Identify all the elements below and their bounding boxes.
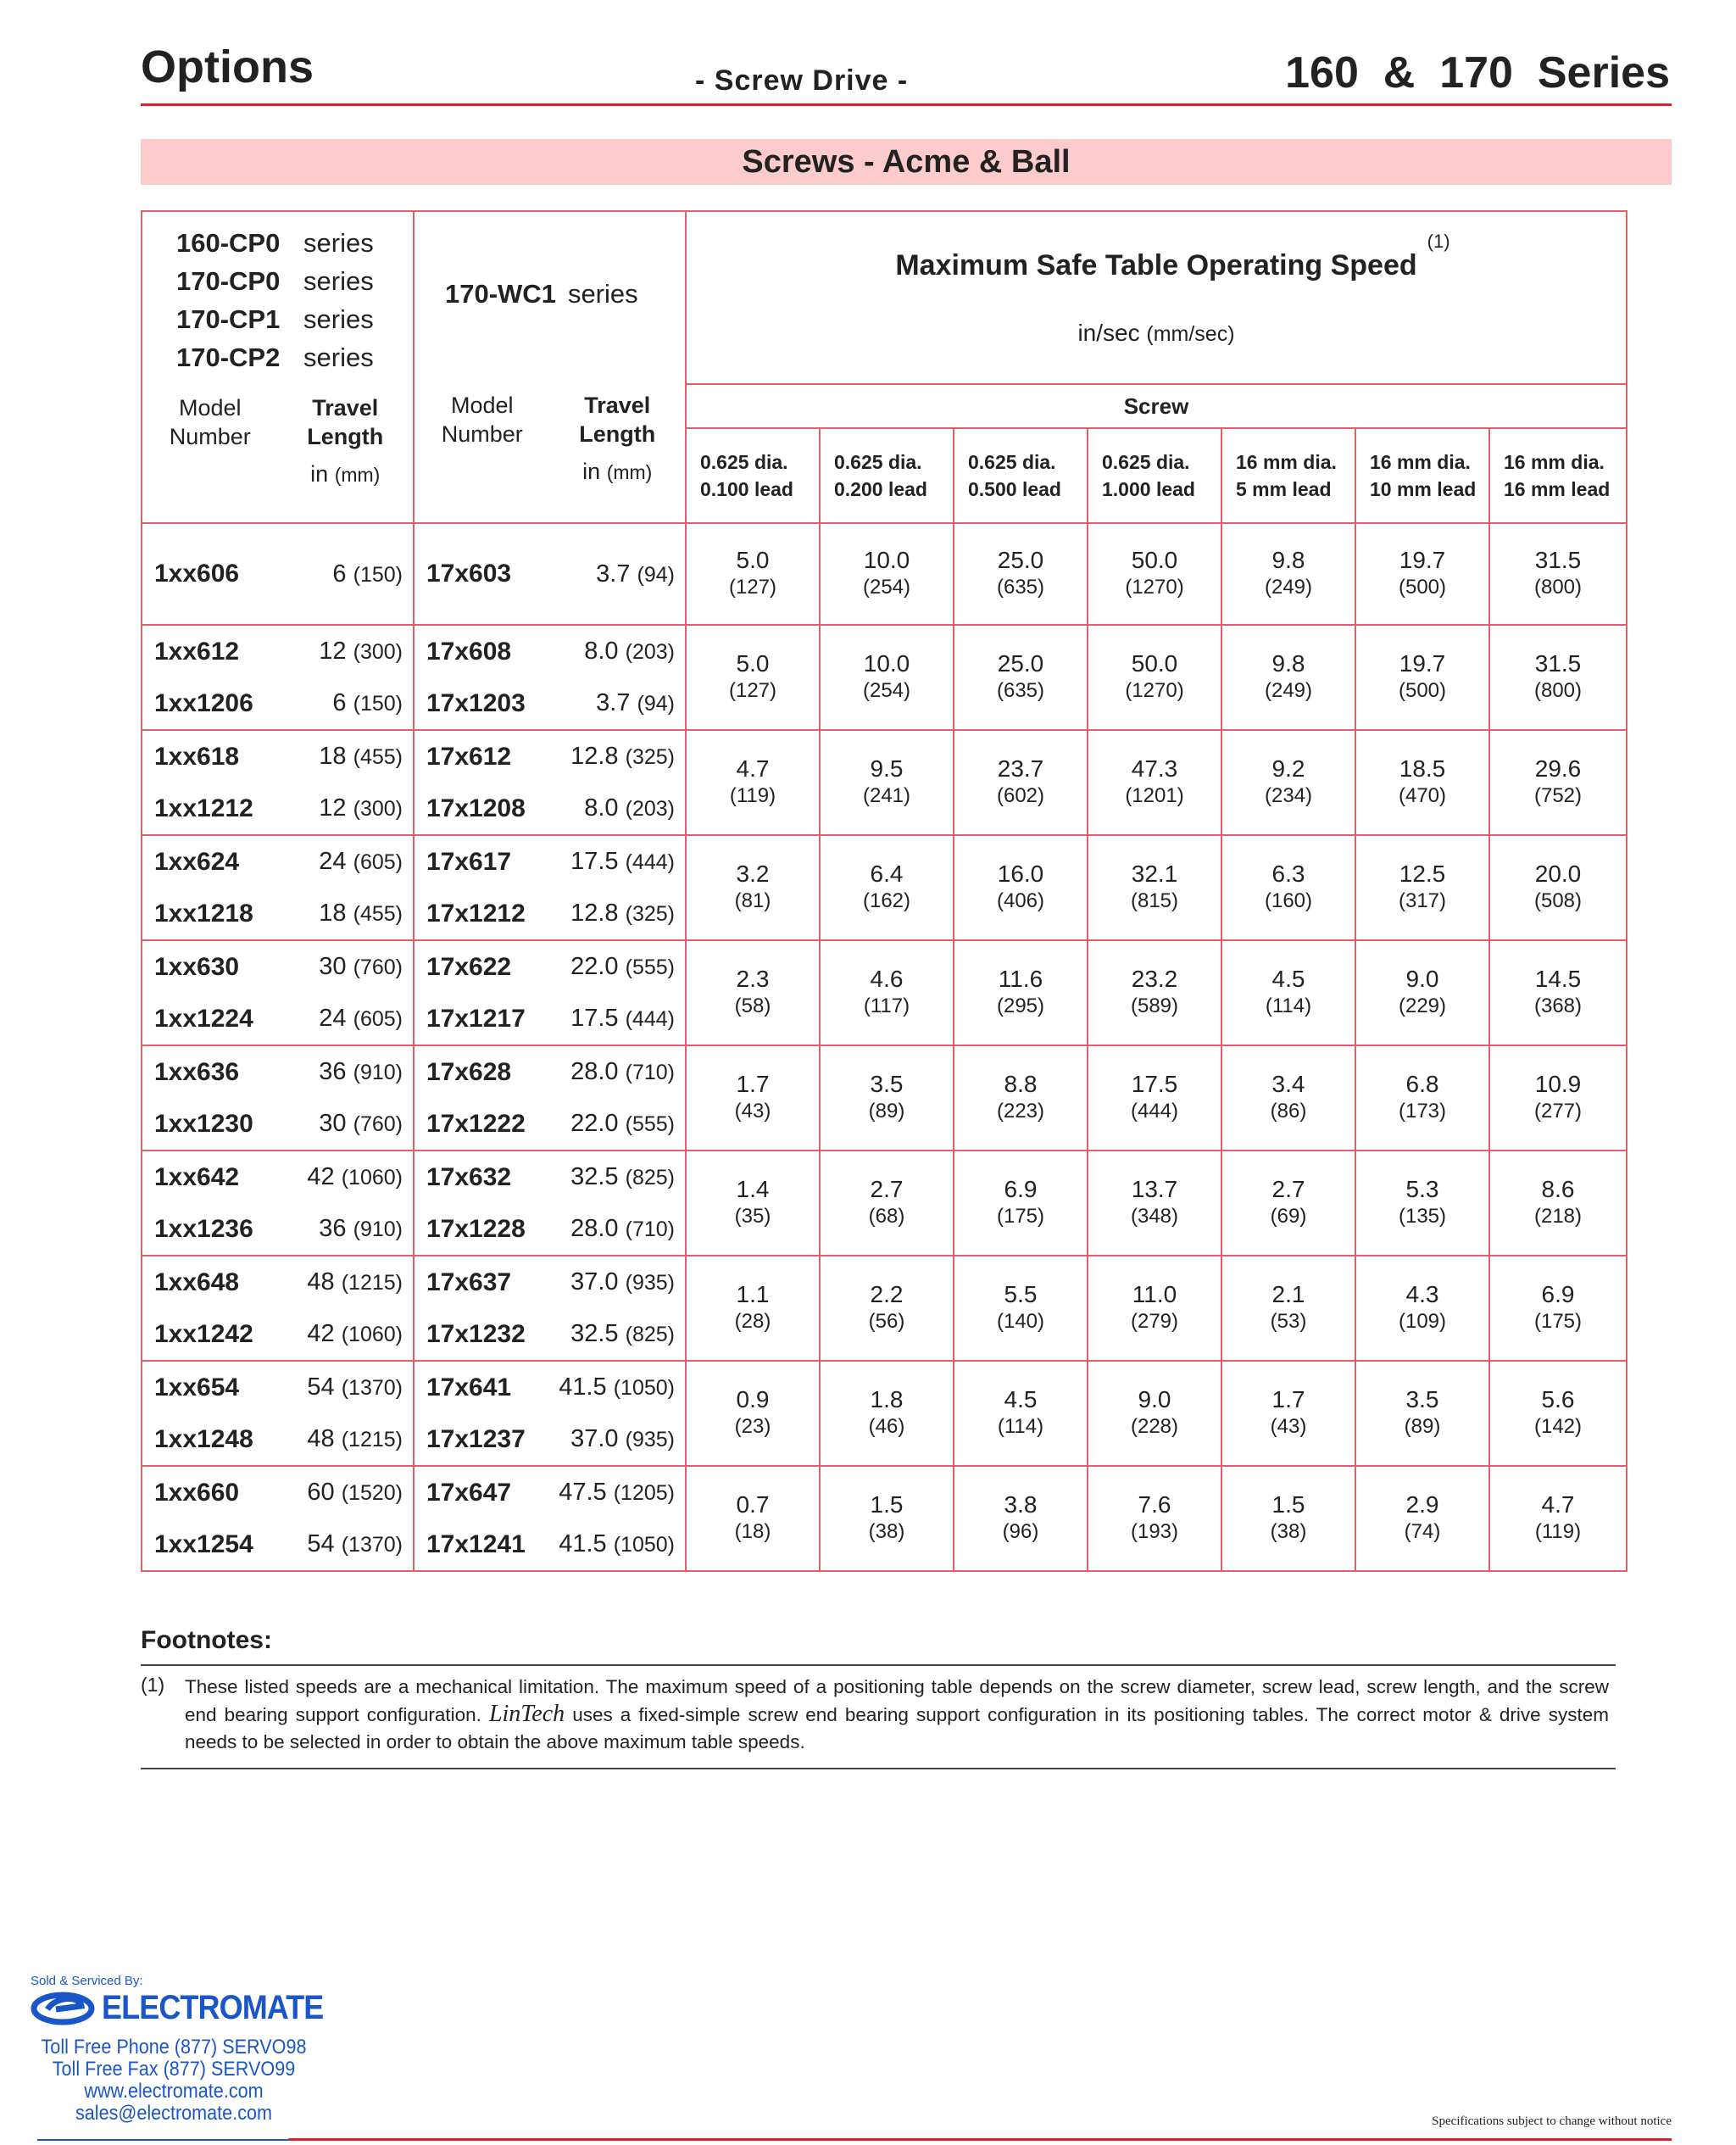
speed-value: 16.0 (406)	[954, 835, 1088, 940]
speed-value: 25.0 (635)	[954, 523, 1088, 625]
left-model-cell	[142, 1045, 414, 1150]
screw-column-header: 16 mm dia. 5 mm lead	[1221, 428, 1355, 523]
speed-value: 9.5 (241)	[820, 730, 954, 835]
speed-value: 5.0 (127)	[686, 523, 820, 625]
footnotes-title: Footnotes:	[141, 1626, 272, 1654]
table-row	[142, 940, 1627, 1045]
travel-length: 6 (150)	[332, 689, 403, 716]
series-line: 170-CP1 series	[176, 304, 374, 334]
model-number: 1xx642	[154, 1162, 240, 1191]
spec-notice: Specifications subject to change without notice	[1432, 2114, 1672, 2128]
speed-value: 1.5 (38)	[1221, 1466, 1355, 1571]
speed-value: 8.6 (218)	[1489, 1150, 1627, 1256]
electromate-logo-icon	[31, 1989, 98, 2028]
right-model-cell	[414, 1466, 686, 1571]
model-number: 17x628	[426, 1057, 512, 1086]
speed-value: 3.2 (81)	[686, 835, 820, 940]
model-number: 17x622	[426, 952, 512, 981]
screw-column-header: 16 mm dia. 16 mm lead	[1489, 428, 1627, 523]
model-number: 17x1241	[426, 1529, 526, 1558]
model-number: 17x1228	[426, 1214, 526, 1243]
company-name: ELECTROMATE	[102, 1989, 324, 2026]
model-number: 1xx606	[154, 560, 240, 588]
travel-length: 41.5 (1050)	[559, 1530, 675, 1557]
travel-length: 8.0 (203)	[584, 794, 675, 822]
travel-length: 18 (455)	[319, 900, 403, 927]
travel-length: 18 (455)	[319, 743, 403, 770]
speed-value: 0.7 (18)	[686, 1466, 820, 1571]
travel-length: 48 (1215)	[307, 1268, 403, 1295]
speed-value: 0.9 (23)	[686, 1361, 820, 1466]
screw-column-header: 0.625 dia. 0.500 lead	[954, 428, 1088, 523]
speed-value: 20.0 (508)	[1489, 835, 1627, 940]
table-row	[142, 523, 1627, 625]
model-number: 17x617	[426, 847, 512, 876]
speed-value: 11.6 (295)	[954, 940, 1088, 1045]
screw-column-header: 16 mm dia. 10 mm lead	[1355, 428, 1489, 523]
model-number: 17x612	[426, 742, 512, 771]
speed-value: 3.8 (96)	[954, 1466, 1088, 1571]
travel-length: 32.5 (825)	[570, 1163, 675, 1190]
speed-value: 2.7 (68)	[820, 1150, 954, 1256]
model-number: 1xx1248	[154, 1424, 253, 1453]
right-model-cell	[414, 1256, 686, 1361]
model-number: 17x632	[426, 1162, 512, 1191]
model-number: 17x637	[426, 1268, 512, 1296]
screw-column-header: 0.625 dia. 0.100 lead	[686, 428, 820, 523]
table-row	[142, 1361, 1627, 1466]
lintech-brand: LinTech	[488, 1701, 565, 1727]
speed-value: 31.5 (800)	[1489, 523, 1627, 625]
model-number: 1xx618	[154, 742, 240, 771]
website-link[interactable]: www.electromate.com	[84, 2080, 264, 2103]
left-model-cell	[142, 730, 414, 835]
speed-value: 6.9 (175)	[954, 1150, 1088, 1256]
table-row	[142, 1150, 1627, 1256]
model-number: 1xx648	[154, 1268, 240, 1296]
right-model-col-header: Model Number	[441, 393, 523, 447]
speed-value: 23.7 (602)	[954, 730, 1088, 835]
speed-value: 5.3 (135)	[1355, 1150, 1489, 1256]
travel-length: 42 (1060)	[307, 1163, 403, 1190]
screw-header: Screw	[686, 384, 1627, 428]
table-row	[142, 1466, 1627, 1571]
speed-value: 4.7 (119)	[686, 730, 820, 835]
speed-value: 6.8 (173)	[1355, 1045, 1489, 1150]
speed-value: 6.9 (175)	[1489, 1256, 1627, 1361]
model-number: 1xx1212	[154, 794, 253, 822]
speed-value: 4.5 (114)	[954, 1361, 1088, 1466]
footnote-ref: (1)	[1427, 230, 1450, 252]
speed-value: 18.5 (470)	[1355, 730, 1489, 835]
travel-length: 12.8 (325)	[570, 900, 675, 927]
left-model-cell	[142, 625, 414, 730]
speed-value: 1.5 (38)	[820, 1466, 954, 1571]
travel-length: 60 (1520)	[307, 1479, 403, 1506]
travel-length: 24 (605)	[319, 848, 403, 875]
right-travel-col-header: Travel Length in (mm)	[579, 393, 656, 484]
model-number: 17x1203	[426, 688, 526, 717]
travel-length: 3.7 (94)	[596, 560, 675, 588]
right-model-cell	[414, 730, 686, 835]
speed-value: 9.0 (229)	[1355, 940, 1489, 1045]
travel-length: 12 (300)	[319, 638, 403, 665]
model-number: 17x1217	[426, 1004, 526, 1033]
footer-rule-red	[288, 2138, 1672, 2141]
table-row	[142, 1045, 1627, 1150]
speed-value: 19.7 (500)	[1355, 625, 1489, 730]
speed-value: 1.4 (35)	[686, 1150, 820, 1256]
speed-value: 4.5 (114)	[1221, 940, 1355, 1045]
speed-value: 2.1 (53)	[1221, 1256, 1355, 1361]
right-model-cell	[414, 940, 686, 1045]
model-number: 1xx1254	[154, 1529, 253, 1558]
speed-value: 2.2 (56)	[820, 1256, 954, 1361]
contact-block	[18, 2036, 331, 2125]
model-number: 1xx612	[154, 637, 240, 666]
speed-value: 1.7 (43)	[686, 1045, 820, 1150]
travel-length: 3.7 (94)	[596, 689, 675, 716]
speed-value: 6.4 (162)	[820, 835, 954, 940]
travel-length: 12.8 (325)	[570, 743, 675, 770]
series-line: 170-CP2 series	[176, 343, 374, 372]
left-model-cell	[142, 1466, 414, 1571]
model-number: 17x603	[426, 560, 512, 588]
footnotes-rule-top	[141, 1664, 1616, 1666]
speed-value: 10.9 (277)	[1489, 1045, 1627, 1150]
footnotes-rule-bottom	[141, 1768, 1616, 1769]
speed-value: 14.5 (368)	[1489, 940, 1627, 1045]
right-model-cell	[414, 625, 686, 730]
model-number: 17x1208	[426, 794, 526, 822]
speed-value: 19.7 (500)	[1355, 523, 1489, 625]
speed-value: 13.7 (348)	[1088, 1150, 1221, 1256]
travel-length: 36 (910)	[319, 1215, 403, 1242]
speed-value: 50.0 (1270)	[1088, 523, 1221, 625]
travel-length: 54 (1370)	[307, 1530, 403, 1557]
speed-value: 2.7 (69)	[1221, 1150, 1355, 1256]
speed-value: 4.6 (117)	[820, 940, 954, 1045]
speed-value: 29.6 (752)	[1489, 730, 1627, 835]
series-line: 170-CP0 series	[176, 266, 374, 296]
speed-value: 25.0 (635)	[954, 625, 1088, 730]
model-number: 17x1222	[426, 1109, 526, 1138]
header-rule	[141, 103, 1672, 106]
left-series-list	[142, 212, 413, 376]
model-number: 17x1232	[426, 1319, 526, 1348]
model-number: 1xx1236	[154, 1214, 253, 1243]
right-model-cell	[414, 1045, 686, 1150]
speed-value: 2.9 (74)	[1355, 1466, 1489, 1571]
travel-length: 17.5 (444)	[570, 848, 675, 875]
speed-value: 47.3 (1201)	[1088, 730, 1221, 835]
travel-length: 24 (605)	[319, 1005, 403, 1032]
left-model-cell	[142, 523, 414, 625]
sold-by-label: Sold & Serviced By:	[31, 1974, 143, 1988]
travel-length: 54 (1370)	[307, 1373, 403, 1401]
right-model-cell	[414, 523, 686, 625]
left-model-cell	[142, 1150, 414, 1256]
model-number: 1xx654	[154, 1373, 240, 1401]
speed-value: 9.8 (249)	[1221, 523, 1355, 625]
speed-value: 17.5 (444)	[1088, 1045, 1221, 1150]
travel-length: 47.5 (1205)	[559, 1479, 675, 1506]
travel-length: 30 (760)	[319, 1110, 403, 1137]
speed-value: 4.3 (109)	[1355, 1256, 1489, 1361]
table-row	[142, 1256, 1627, 1361]
travel-length: 28.0 (710)	[570, 1058, 675, 1085]
left-model-cell	[142, 835, 414, 940]
model-number: 17x647	[426, 1478, 512, 1507]
travel-length: 42 (1060)	[307, 1320, 403, 1347]
page-title: Options	[141, 42, 314, 92]
speed-value: 8.8 (223)	[954, 1045, 1088, 1150]
speed-value: 6.3 (160)	[1221, 835, 1355, 940]
speed-value: 9.2 (234)	[1221, 730, 1355, 835]
screw-column-header: 0.625 dia. 1.000 lead	[1088, 428, 1221, 523]
speed-value: 1.8 (46)	[820, 1361, 954, 1466]
right-model-cell	[414, 1361, 686, 1466]
speed-value: 5.0 (127)	[686, 625, 820, 730]
model-number: 17x1237	[426, 1424, 526, 1453]
right-series-label: 170-WC1 series	[445, 279, 638, 309]
right-series-header	[414, 211, 686, 523]
speed-value: 11.0 (279)	[1088, 1256, 1221, 1361]
section-title: Screws - Acme & Ball	[141, 139, 1672, 185]
speed-value: 10.0 (254)	[820, 523, 954, 625]
model-number: 1xx630	[154, 952, 240, 981]
screw-column-header: 0.625 dia. 0.200 lead	[820, 428, 954, 523]
footer-rule-blue	[37, 2139, 292, 2141]
speed-value: 5.5 (140)	[954, 1256, 1088, 1361]
travel-length: 41.5 (1050)	[559, 1373, 675, 1401]
phone: Toll Free Phone (877) SERVO98	[41, 2036, 307, 2059]
table-row	[142, 625, 1627, 730]
speed-table	[141, 210, 1628, 1572]
speed-value: 4.7 (119)	[1489, 1466, 1627, 1571]
travel-length: 37.0 (935)	[570, 1268, 675, 1295]
speed-value: 2.3 (58)	[686, 940, 820, 1045]
travel-length: 6 (150)	[332, 560, 403, 588]
travel-length: 30 (760)	[319, 953, 403, 980]
left-model-cell	[142, 940, 414, 1045]
travel-length: 37.0 (935)	[570, 1425, 675, 1452]
speed-value: 3.5 (89)	[1355, 1361, 1489, 1466]
left-model-cell	[142, 1256, 414, 1361]
travel-length: 22.0 (555)	[570, 953, 675, 980]
speed-value: 7.6 (193)	[1088, 1466, 1221, 1571]
model-number: 17x1212	[426, 899, 526, 928]
travel-length: 28.0 (710)	[570, 1215, 675, 1242]
travel-length: 17.5 (444)	[570, 1005, 675, 1032]
travel-length: 48 (1215)	[307, 1425, 403, 1452]
speed-unit: in/sec (mm/sec)	[1077, 319, 1235, 346]
left-model-col-header: Model Number	[169, 395, 251, 449]
model-number: 17x608	[426, 637, 512, 666]
series-line: 160-CP0 series	[176, 228, 374, 258]
model-number: 1xx1242	[154, 1319, 253, 1348]
right-model-cell	[414, 1150, 686, 1256]
travel-length: 8.0 (203)	[584, 638, 675, 665]
series-title: 160 & 170 Series	[1285, 48, 1670, 98]
model-number: 1xx1218	[154, 899, 253, 928]
speed-value: 5.6 (142)	[1489, 1361, 1627, 1466]
speed-value: 12.5 (317)	[1355, 835, 1489, 940]
fax: Toll Free Fax (877) SERVO99	[52, 2058, 296, 2081]
speed-value: 1.1 (28)	[686, 1256, 820, 1361]
model-number: 1xx1224	[154, 1004, 253, 1033]
speed-value: 31.5 (800)	[1489, 625, 1627, 730]
left-model-cell	[142, 1361, 414, 1466]
model-number: 1xx636	[154, 1057, 240, 1086]
email-link[interactable]: sales@electromate.com	[75, 2102, 273, 2125]
model-number: 1xx624	[154, 847, 240, 876]
travel-length: 36 (910)	[319, 1058, 403, 1085]
left-travel-col-header: Travel Length in (mm)	[307, 395, 384, 487]
speed-value: 9.8 (249)	[1221, 625, 1355, 730]
speed-value: 50.0 (1270)	[1088, 625, 1221, 730]
speed-value: 3.5 (89)	[820, 1045, 954, 1150]
model-number: 1xx1230	[154, 1109, 253, 1138]
speed-value: 9.0 (228)	[1088, 1361, 1221, 1466]
speed-value: 32.1 (815)	[1088, 835, 1221, 940]
speed-value: 1.7 (43)	[1221, 1361, 1355, 1466]
travel-length: 22.0 (555)	[570, 1110, 675, 1137]
model-number: 1xx660	[154, 1478, 240, 1507]
speed-value: 3.4 (86)	[1221, 1045, 1355, 1150]
travel-length: 12 (300)	[319, 794, 403, 822]
page-subtitle: - Screw Drive -	[695, 64, 909, 97]
speed-header	[686, 211, 1627, 384]
speed-value: 10.0 (254)	[820, 625, 954, 730]
travel-length: 32.5 (825)	[570, 1320, 675, 1347]
right-model-cell	[414, 835, 686, 940]
footnote-number: (1)	[141, 1674, 165, 1696]
table-row	[142, 730, 1627, 835]
speed-title: Maximum Safe Table Operating Speed	[895, 248, 1417, 281]
speed-value: 23.2 (589)	[1088, 940, 1221, 1045]
table-row	[142, 835, 1627, 940]
model-number: 17x641	[426, 1373, 512, 1401]
footnote-text: These listed speeds are a mechanical limitation. The maximum speed of a positioning table depends on the screw diameter, screw lead, screw length, and the screw end bearing support configuration. LinTech uses a fixed-simple screw end bearing support configuration in its positioning tables. The correct motor & drive system needs to be selected in order to obtain the above maximum table speeds.	[185, 1676, 1609, 1752]
model-number: 1xx1206	[154, 688, 253, 717]
left-series-header	[142, 211, 414, 523]
